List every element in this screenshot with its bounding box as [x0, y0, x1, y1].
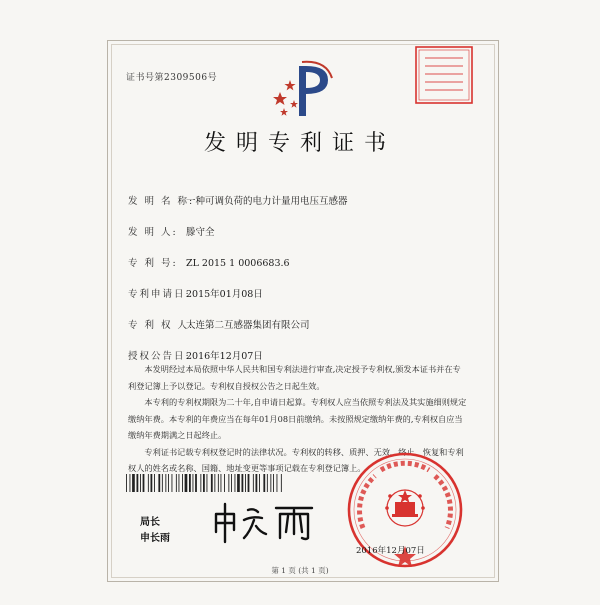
patentee-value: 大连第二互感器集团有限公司 [186, 320, 310, 331]
grant-date-value: 2016年12月07日 [186, 351, 263, 362]
inventor-row [128, 224, 215, 238]
certificate-number: 证书号第2309506号 [126, 73, 218, 83]
grant-date-label: 授权公告日: [128, 351, 191, 362]
invention-name-label: 发 明 名 称: [128, 196, 195, 207]
certificate-title: 发明专利证书 [203, 131, 396, 156]
inventor-value: 滕守全 [186, 227, 215, 238]
agency-seal-icon [413, 44, 475, 106]
barcode-icon [126, 474, 284, 492]
page-footer: 第 1 页 (共 1 页) [271, 566, 329, 575]
patent-number-value: ZL 2015 1 0006683.6 [186, 258, 290, 269]
inventor-label: 发 明 人: [128, 227, 178, 238]
signatory-title: 局长 [140, 517, 160, 528]
patentee-row [128, 317, 310, 331]
invention-name-row [128, 193, 348, 207]
body-paragraph: 专利证书记载专利权登记时的法律状况。专利权的转移、质押、无效、终止、恢复和专利权人的姓名或名称、国籍、地址变更等事项记载在专利登记簿上。 [128, 446, 464, 473]
grant-date-row [128, 348, 263, 362]
signatory-name: 申长雨 [140, 533, 170, 544]
filing-date-value: 2015年01月08日 [186, 289, 263, 300]
body-paragraph: 本专利的专利权期限为二十年,自申请日起算。专利权人应当依照专利法及其实施细则规定缴纳年费。本专利的年费应当在每年01月08日前缴纳。未按照规定缴纳年费的,专利权自应当缴纳年费期满之日起终止。 [128, 397, 467, 440]
patent-number-label: 专 利 号: [128, 258, 178, 269]
filing-date-label: 专利申请日: [128, 289, 191, 300]
filing-date-row [128, 286, 263, 300]
body-paragraph: 本发明经过本局依照中华人民共和国专利法进行审查,决定授予专利权,颁发本证书并在专利登记簿上予以登记。专利权自授权公告之日起生效。 [128, 364, 461, 391]
seal-date: 2016年12月07日 [356, 546, 425, 556]
invention-name-value: 一种可调负荷的电力计量用电压互感器 [186, 196, 348, 207]
patent-office-logo-icon [266, 58, 336, 120]
handwritten-signature-icon [208, 498, 318, 544]
patentee-label: 专 利 权 人: [128, 320, 195, 331]
patent-number-row [128, 255, 290, 269]
